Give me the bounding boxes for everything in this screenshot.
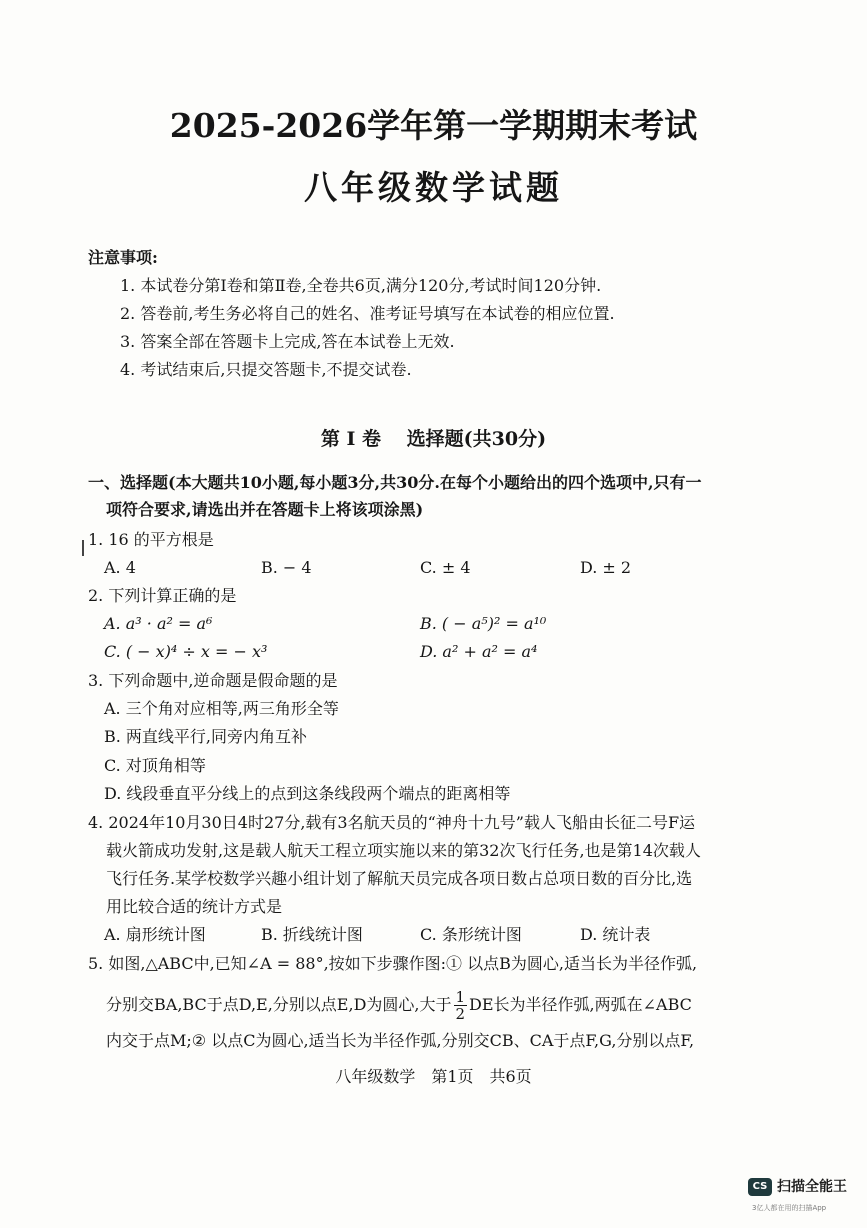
question-1-stem: 1. 16 的平方根是: [88, 530, 214, 549]
question-1-option-d: D. ± 2: [580, 558, 632, 577]
question-2-option-b: B. ( − a⁵)² = a¹⁰: [420, 614, 547, 633]
note-item: 3. 答案全部在答题卡上完成,答在本试卷上无效.: [120, 332, 455, 351]
question-3-option-a: A. 三个角对应相等,两三角形全等: [104, 699, 339, 718]
exam-subtitle: 八年级数学试题: [304, 168, 563, 207]
part-instructions-line2: 项符合要求,请选出并在答题卡上将该项涂黑): [106, 500, 424, 519]
fraction-one-half: $\frac{1}{2}$: [455, 988, 466, 1023]
question-2-option-a: A. a³ · a² = a⁶: [104, 614, 213, 633]
question-1-option-a: A. 4: [104, 558, 136, 577]
question-4-option-c: C. 条形统计图: [420, 925, 522, 944]
question-5-line: 分别交BA,BC于点D,E,分别以点E,D为圆心,大于 $\frac{1}{2}$ DE长为半径作弧,两弧在∠ABC: [106, 988, 692, 1023]
camscanner-logo-icon: CS: [748, 1178, 772, 1196]
part-instructions-line1: 一、选择题(本大题共10小题,每小题3分,共30分.在每个小题给出的四个选项中,只有一: [88, 473, 702, 492]
question-1-option-c: C. ± 4: [420, 558, 471, 577]
question-2-stem: 2. 下列计算正确的是: [88, 586, 237, 605]
question-3-option-d: D. 线段垂直平分线上的点到这条线段两个端点的距离相等: [104, 784, 511, 803]
question-4-line: 用比较合适的统计方式是: [106, 897, 283, 916]
question-4-line: 飞行任务.某学校数学兴趣小组计划了解航天员完成各项日数占总项日数的百分比,选: [106, 869, 693, 888]
notes-heading: 注意事项:: [88, 248, 158, 267]
watermark-tagline: 3亿人都在用的扫描App: [752, 1204, 827, 1212]
question-4-option-d: D. 统计表: [580, 925, 651, 944]
note-item: 4. 考试结束后,只提交答题卡,不提交试卷.: [120, 360, 412, 379]
question-3-option-c: C. 对顶角相等: [104, 756, 206, 775]
page-footer: 八年级数学 第1页 共6页: [335, 1067, 532, 1086]
section-heading: 第 Ⅰ 卷 选择题(共30分): [320, 428, 547, 450]
question-2-option-c: C. ( − x)⁴ ÷ x = − x³: [104, 642, 268, 661]
question-2-option-d: D. a² + a² = a⁴: [420, 642, 538, 661]
note-item: 1. 本试卷分第Ⅰ卷和第Ⅱ卷,全卷共6页,满分120分,考试时间120分钟.: [120, 276, 602, 295]
question-4-option-b: B. 折线统计图: [261, 925, 363, 944]
scan-mark: [82, 540, 84, 556]
watermark-brand: 扫描全能王: [777, 1179, 847, 1195]
question-4-option-a: A. 扇形统计图: [104, 925, 206, 944]
question-4-line: 4. 2024年10月30日4时27分,载有3名航天员的“神舟十九号”载人飞船由长征二号F运: [88, 813, 696, 832]
question-5-line: 内交于点M;② 以点C为圆心,适当长为半径作弧,分别交CB、CA于点F,G,分别以点F,: [106, 1031, 695, 1050]
question-4-line: 载火箭成功发射,这是载人航天工程立项实施以来的第32次飞行任务,也是第14次载人: [106, 841, 701, 860]
question-1-option-b: B. − 4: [261, 558, 312, 577]
question-5-line: 5. 如图,△ABC中,已知∠A = 88°,按如下步骤作图:① 以点B为圆心,适当长为半径作弧,: [88, 954, 698, 973]
note-item: 2. 答卷前,考生务必将自己的姓名、准考证号填写在本试卷的相应位置.: [120, 304, 615, 323]
question-3-stem: 3. 下列命题中,逆命题是假命题的是: [88, 671, 338, 690]
question-3-option-b: B. 两直线平行,同旁内角互补: [104, 727, 308, 746]
exam-title: 2025-2026学年第一学期期末考试: [169, 106, 698, 145]
